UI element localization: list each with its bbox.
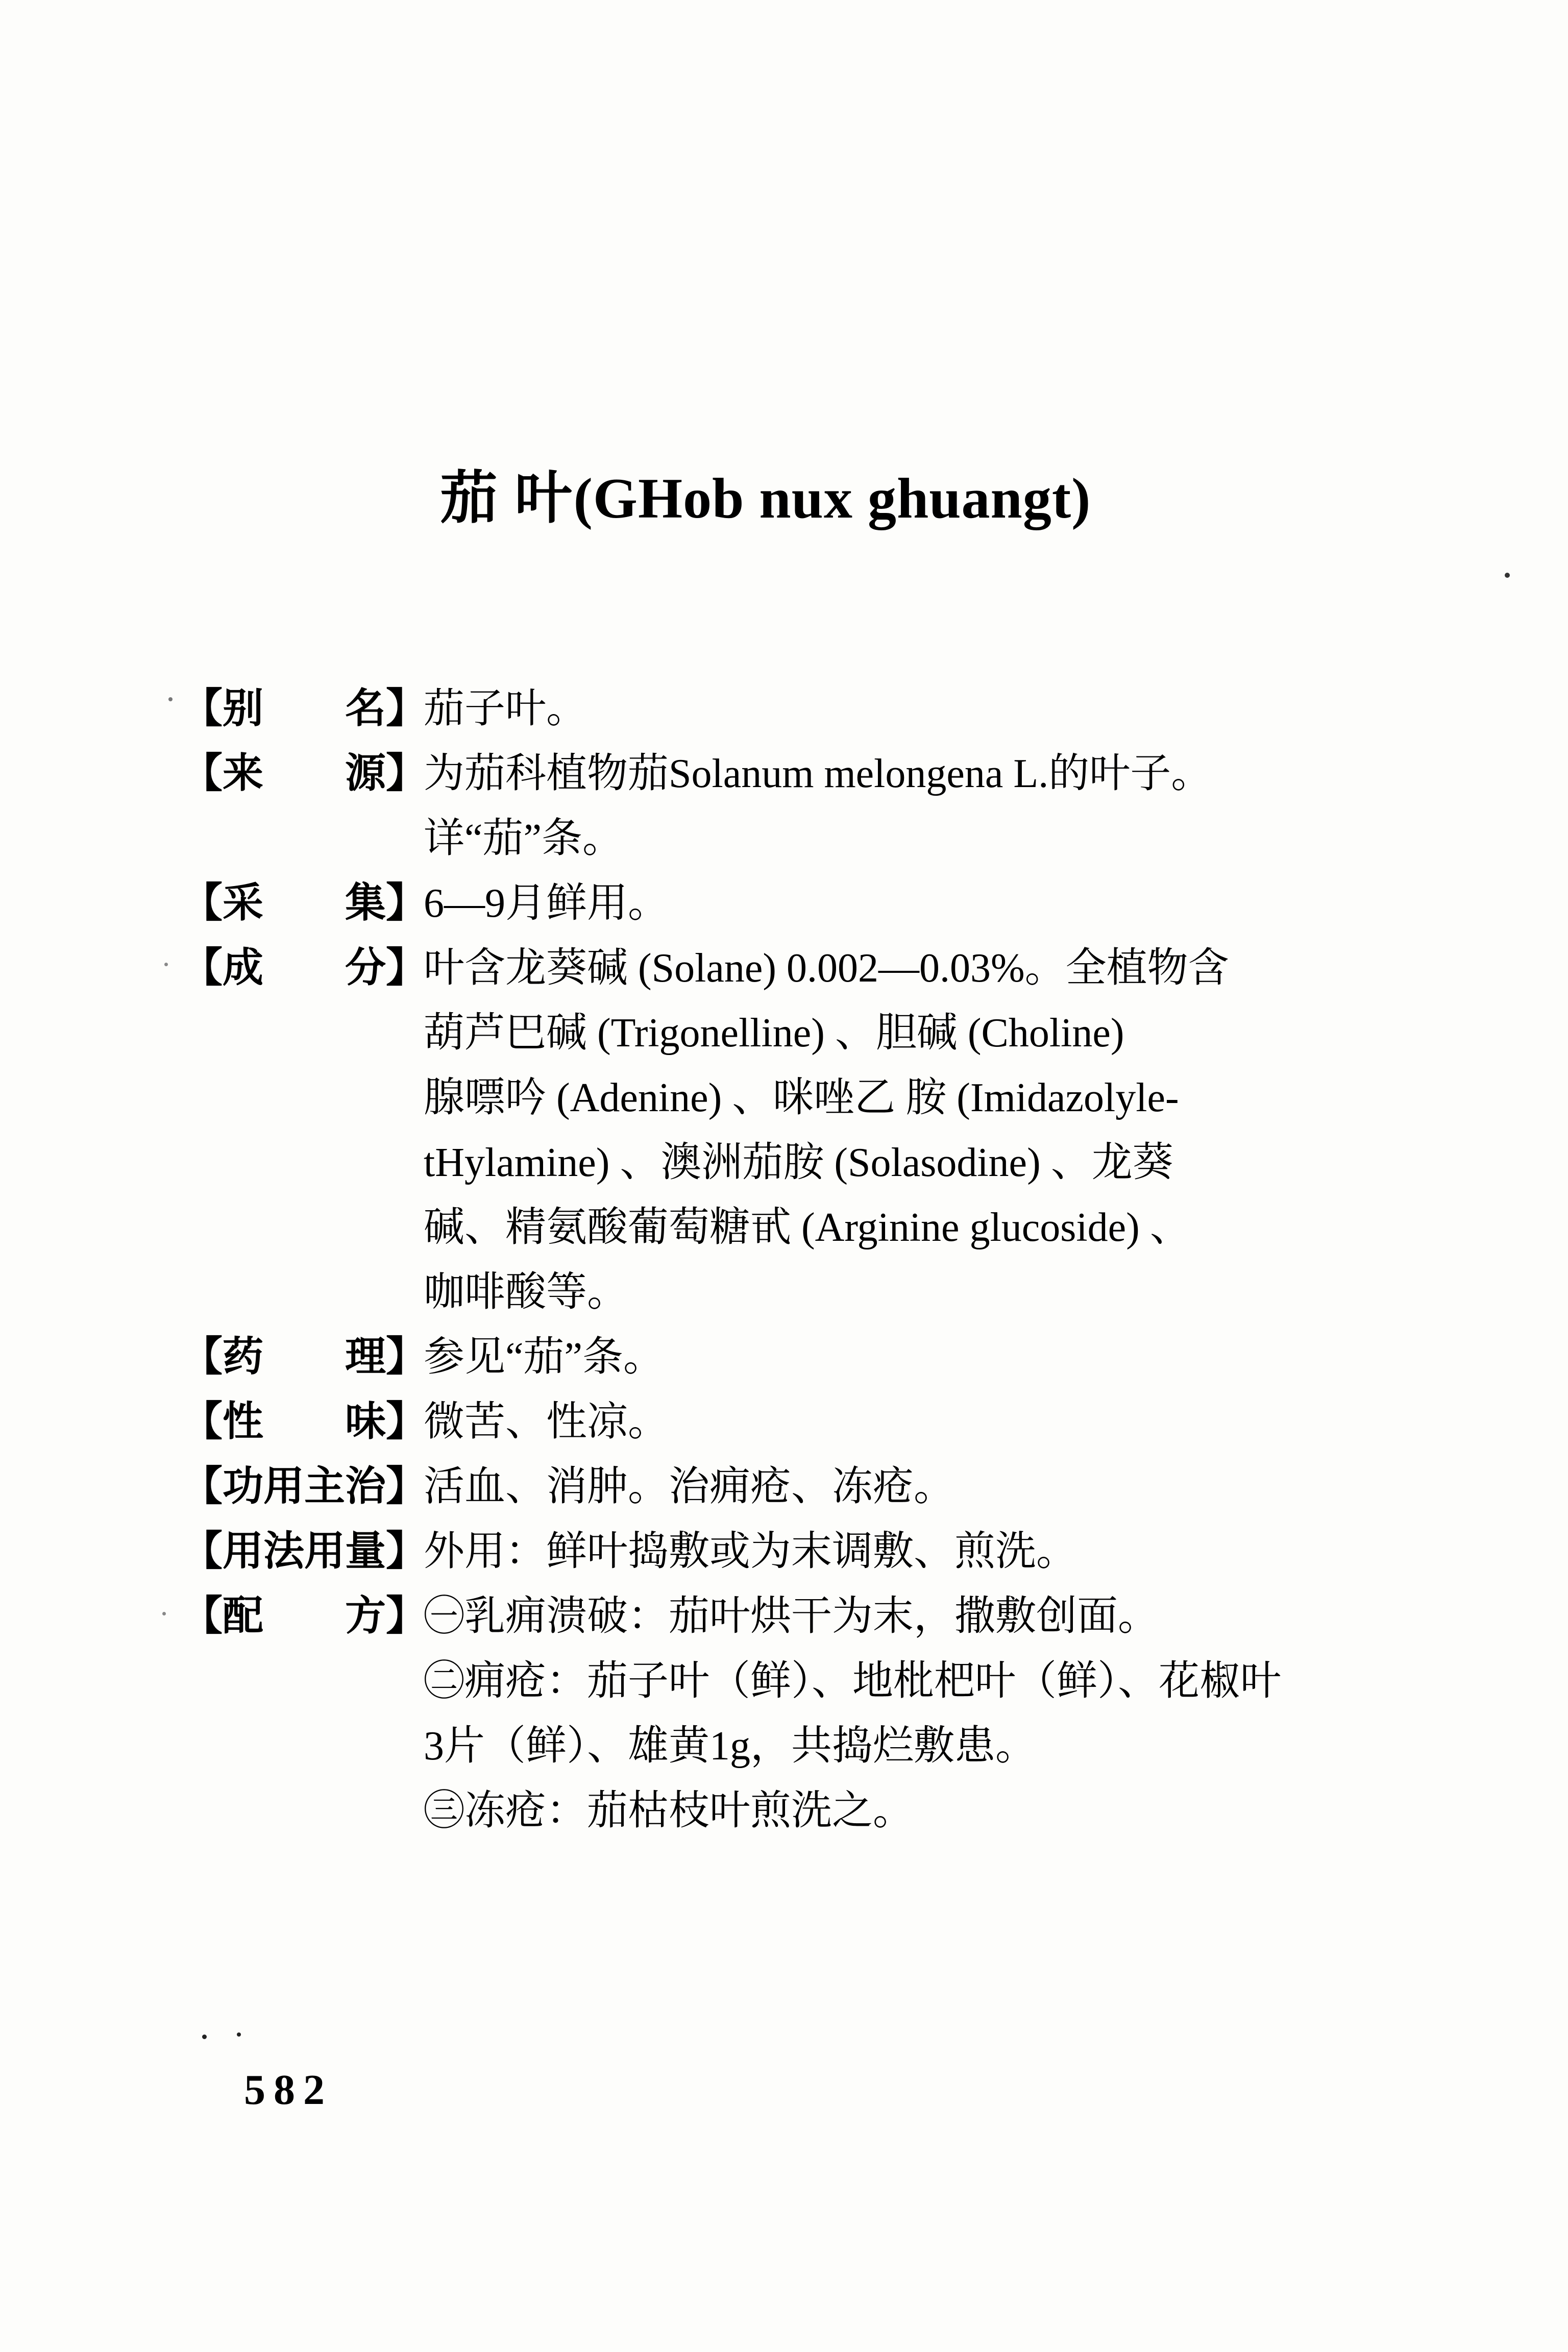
entry-line: 3片（鲜）、雄黄1g，共捣烂敷患。 [424, 1724, 1036, 1769]
entry-line: 外用：鲜叶捣敷或为末调敷、煎洗。 [424, 1529, 1077, 1574]
entry-line: ㊁痈疮：茄子叶（鲜）、地枇杷叶（鲜）、花椒叶 [424, 1659, 1281, 1704]
entry-row [182, 1584, 1448, 1844]
entry-line: 碱、精氨酸葡萄糖甙 (Arginine glucoside) 、 [424, 1205, 1191, 1250]
entry-line: 茄子叶。 [424, 687, 587, 731]
entry-label: 【药 理】 [182, 1335, 427, 1380]
entry-lines [424, 871, 1448, 936]
title-latin: (GHob nux ghuangt) [573, 467, 1091, 530]
entries-container [182, 677, 1448, 1844]
entry-row [182, 1325, 1448, 1390]
entry-lines [424, 742, 1448, 871]
entry-label: 【来 源】 [182, 751, 427, 796]
entry-row [182, 677, 1448, 742]
scan-speck [162, 1612, 166, 1615]
entry-lines [424, 1455, 1448, 1520]
entry-line: 叶含龙葵碱 (Solane) 0.002—0.03%。全植物含 [424, 946, 1229, 991]
entry-lines [424, 1390, 1448, 1455]
scan-speck [202, 2035, 207, 2039]
entry-row [182, 1455, 1448, 1520]
entry-line: 为茄科植物茄Solanum melongena L.的叶子。 [424, 751, 1212, 796]
entry-row [182, 871, 1448, 936]
entry-line: 参见“茄”条。 [424, 1335, 665, 1380]
entry-line: ㊂冻疮：茄枯枝叶煎洗之。 [424, 1788, 914, 1833]
entry-label: 【配 方】 [182, 1594, 427, 1639]
entry-lines [424, 936, 1448, 1325]
entry-label: 【别 名】 [182, 687, 427, 731]
scan-speck [237, 2032, 241, 2037]
entry-lines [424, 1520, 1448, 1584]
entry-line: 微苦、性凉。 [424, 1400, 669, 1444]
entry-label: 【采 集】 [182, 881, 427, 926]
entry-lines [424, 1325, 1448, 1390]
title-chinese: 茄 叶 [440, 467, 574, 530]
entry-line: ㊀乳痈溃破：茄叶烘干为末，撒敷创面。 [424, 1594, 1159, 1639]
entry-label: 【性 味】 [182, 1400, 427, 1444]
scan-speck [168, 697, 173, 701]
entry-line: 葫芦巴碱 (Trigonelline) 、胆碱 (Choline) [424, 1011, 1124, 1056]
entry-label: 【功用主治】 [182, 1464, 427, 1509]
entry-line: tHylamine) 、澳洲茄胺 (Solasodine) 、龙葵 [424, 1140, 1173, 1185]
entry-line: 详“茄”条。 [424, 816, 624, 861]
entry-lines [424, 677, 1448, 742]
entry-label: 【用法用量】 [182, 1529, 427, 1574]
page-title [0, 452, 1531, 534]
entry-row [182, 742, 1448, 871]
scan-speck [1505, 573, 1510, 578]
entry-line: 腺嘌吟 (Adenine) 、咪唑乙 胺 (Imidazolyle- [424, 1075, 1179, 1120]
entry-label: 【成 分】 [182, 946, 427, 991]
entry-line: 6—9月鲜用。 [424, 881, 669, 926]
entry-row [182, 1390, 1448, 1455]
scan-speck [164, 963, 168, 966]
entry-lines [424, 1584, 1448, 1844]
entry-line: 咖啡酸等。 [424, 1270, 628, 1315]
page-number: 582 [244, 2066, 333, 2114]
entry-line: 活血、消肿。治痈疮、冻疮。 [424, 1464, 954, 1509]
entry-row [182, 1520, 1448, 1584]
entry-row [182, 936, 1448, 1325]
